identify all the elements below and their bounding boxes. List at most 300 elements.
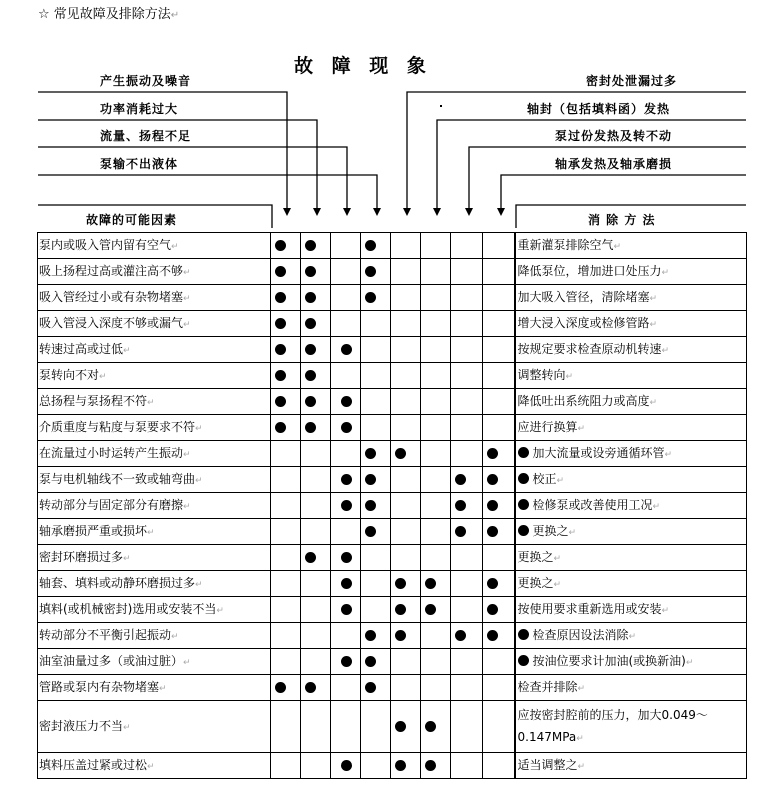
return-mark: ↵ bbox=[183, 449, 191, 460]
fault-dot bbox=[487, 578, 498, 589]
cause-cell bbox=[38, 415, 271, 441]
fault-dot bbox=[395, 604, 406, 615]
arrow-head-8 bbox=[497, 208, 505, 216]
symptom-cell-4 bbox=[361, 285, 391, 311]
cause-cell bbox=[38, 545, 271, 571]
symptom-cell-3 bbox=[331, 493, 361, 519]
symptom-cell-7 bbox=[451, 701, 483, 753]
symptom-cell-7 bbox=[451, 753, 483, 779]
remedy-text: 降低吐出系统阻力或高度 bbox=[517, 393, 650, 408]
remedy-text: 重新灌泵排除空气 bbox=[517, 237, 614, 252]
remedy-heading: 消 除 方 法 bbox=[588, 213, 656, 227]
table-row bbox=[38, 571, 747, 597]
symptom-cell-2 bbox=[301, 415, 331, 441]
fault-dot bbox=[455, 500, 466, 511]
arrow-head-7 bbox=[465, 208, 473, 216]
remedy-dot bbox=[518, 473, 529, 484]
return-mark: ↵ bbox=[577, 683, 586, 694]
cause-text: 填料压盖过紧或过松 bbox=[39, 757, 148, 772]
symptom-cell-2 bbox=[301, 311, 331, 337]
symptom-cell-6 bbox=[421, 649, 451, 675]
symptom-cell-6 bbox=[421, 311, 451, 337]
symptom-cell-2 bbox=[301, 597, 331, 623]
remedy-dot bbox=[518, 447, 529, 458]
symptom-right-1: 密封处泄漏过多 bbox=[586, 74, 678, 88]
return-mark: ↵ bbox=[147, 761, 155, 772]
symptom-cell-8 bbox=[483, 493, 515, 519]
cause-cell bbox=[38, 441, 271, 467]
symptom-cell-8 bbox=[483, 545, 515, 571]
symptom-cell-6 bbox=[421, 519, 451, 545]
cause-cell bbox=[38, 337, 271, 363]
cause-cell bbox=[38, 519, 271, 545]
remedy-cell bbox=[515, 753, 747, 779]
return-mark: ↵ bbox=[183, 501, 191, 512]
fault-dot bbox=[341, 656, 352, 667]
fault-dot bbox=[395, 760, 406, 771]
remedy-cell bbox=[515, 389, 747, 415]
cause-cell bbox=[38, 311, 271, 337]
cause-text: 转动部分与固定部分有磨擦 bbox=[39, 497, 184, 512]
remedy-cell bbox=[515, 285, 747, 311]
return-mark: ↵ bbox=[661, 345, 670, 356]
symptom-cell-4 bbox=[361, 623, 391, 649]
symptom-left-2: 功率消耗过大 bbox=[100, 102, 179, 116]
fault-dot bbox=[455, 474, 466, 485]
symptom-cell-8 bbox=[483, 597, 515, 623]
symptom-cell-2 bbox=[301, 285, 331, 311]
return-mark: ↵ bbox=[685, 657, 694, 668]
symptom-cell-5 bbox=[391, 285, 421, 311]
symptom-cell-5 bbox=[391, 519, 421, 545]
remedy-text: 更换之 bbox=[532, 523, 569, 538]
fault-dot bbox=[365, 656, 376, 667]
return-mark: ↵ bbox=[649, 293, 658, 304]
table-row bbox=[38, 233, 747, 259]
return-mark: ↵ bbox=[123, 722, 131, 733]
return-mark: ↵ bbox=[195, 423, 203, 434]
return-mark: ↵ bbox=[576, 733, 584, 744]
table-row bbox=[38, 285, 747, 311]
symptom-cell-6 bbox=[421, 597, 451, 623]
symptom-cell-3 bbox=[331, 337, 361, 363]
table-row bbox=[38, 415, 747, 441]
symptom-cell-7 bbox=[451, 493, 483, 519]
symptom-cell-1 bbox=[271, 259, 301, 285]
symptom-cell-1 bbox=[271, 597, 301, 623]
symptom-cell-5 bbox=[391, 311, 421, 337]
fault-dot bbox=[365, 448, 376, 459]
symptom-cell-2 bbox=[301, 337, 331, 363]
symptom-cell-6 bbox=[421, 441, 451, 467]
fault-dot bbox=[365, 240, 376, 251]
symptom-cell-7 bbox=[451, 259, 483, 285]
symptom-cell-4 bbox=[361, 233, 391, 259]
fault-dot bbox=[275, 292, 286, 303]
fault-dot bbox=[341, 760, 352, 771]
symptom-cell-3 bbox=[331, 545, 361, 571]
symptom-cell-6 bbox=[421, 337, 451, 363]
fault-dot bbox=[275, 318, 286, 329]
symptom-cell-1 bbox=[271, 545, 301, 571]
symptom-cell-5 bbox=[391, 467, 421, 493]
symptom-cell-1 bbox=[271, 233, 301, 259]
remedy-cell bbox=[515, 441, 747, 467]
table-row bbox=[38, 311, 747, 337]
symptom-cell-7 bbox=[451, 285, 483, 311]
remedy-cell bbox=[515, 571, 747, 597]
return-mark: ↵ bbox=[183, 657, 191, 668]
symptom-cell-4 bbox=[361, 649, 391, 675]
symptom-cell-6 bbox=[421, 493, 451, 519]
cause-cell bbox=[38, 597, 271, 623]
table-row bbox=[38, 441, 747, 467]
symptom-cell-4 bbox=[361, 311, 391, 337]
return-mark: ↵ bbox=[553, 579, 562, 590]
symptom-cell-3 bbox=[331, 233, 361, 259]
symptom-cell-4 bbox=[361, 675, 391, 701]
symptom-cell-6 bbox=[421, 415, 451, 441]
return-mark: ↵ bbox=[183, 267, 191, 278]
leader-line-3 bbox=[38, 147, 347, 210]
symptom-cell-1 bbox=[271, 649, 301, 675]
symptom-cell-5 bbox=[391, 623, 421, 649]
remedy-text: 按使用要求重新选用或安装 bbox=[517, 601, 662, 616]
symptom-cell-3 bbox=[331, 753, 361, 779]
symptom-cell-3 bbox=[331, 597, 361, 623]
fault-dot bbox=[455, 526, 466, 537]
symptom-cell-3 bbox=[331, 259, 361, 285]
remedy-cell bbox=[515, 623, 747, 649]
table-row bbox=[38, 389, 747, 415]
symptom-main-title: 故 障 现 象 bbox=[294, 55, 432, 77]
symptom-cell-6 bbox=[421, 259, 451, 285]
symptom-cell-1 bbox=[271, 701, 301, 753]
cause-text: 填料(或机械密封)选用或安装不当 bbox=[39, 601, 217, 616]
fault-dot bbox=[365, 682, 376, 693]
cause-text: 泵转向不对 bbox=[39, 367, 100, 382]
cause-text: 转速过高或过低 bbox=[39, 341, 124, 356]
symptom-cell-2 bbox=[301, 675, 331, 701]
symptom-cell-5 bbox=[391, 441, 421, 467]
fault-dot bbox=[305, 240, 316, 251]
cause-cell bbox=[38, 649, 271, 675]
symptom-cell-8 bbox=[483, 675, 515, 701]
remedy-cell bbox=[515, 649, 747, 675]
table-row bbox=[38, 545, 747, 571]
return-mark: ↵ bbox=[99, 371, 107, 382]
fault-dot bbox=[275, 682, 286, 693]
fault-dot bbox=[275, 266, 286, 277]
symptom-left-1: 产生振动及噪音 bbox=[100, 74, 192, 88]
remedy-cell bbox=[515, 519, 747, 545]
fault-dot bbox=[425, 721, 436, 732]
fault-dot bbox=[305, 370, 316, 381]
cause-text: 管路或泵内有杂物堵塞 bbox=[39, 679, 160, 694]
return-mark: ↵ bbox=[123, 553, 131, 564]
remedy-text: 调整转向 bbox=[517, 367, 566, 382]
symptom-cell-1 bbox=[271, 753, 301, 779]
symptom-cell-2 bbox=[301, 233, 331, 259]
remedy-cell bbox=[515, 363, 747, 389]
cause-cell bbox=[38, 623, 271, 649]
fault-dot bbox=[365, 500, 376, 511]
symptom-cell-3 bbox=[331, 675, 361, 701]
remedy-dot bbox=[518, 629, 529, 640]
symptom-cell-4 bbox=[361, 441, 391, 467]
cause-text: 吸入管经过小或有杂物堵塞 bbox=[39, 289, 184, 304]
symptom-cell-1 bbox=[271, 623, 301, 649]
remedy-text: 检查原因设法消除 bbox=[532, 627, 629, 642]
fault-dot bbox=[305, 422, 316, 433]
return-mark: ↵ bbox=[147, 397, 155, 408]
symptom-cell-8 bbox=[483, 311, 515, 337]
symptom-cell-1 bbox=[271, 415, 301, 441]
remedy-cell bbox=[515, 493, 747, 519]
symptom-cell-8 bbox=[483, 753, 515, 779]
remedy-text: 校正 bbox=[532, 471, 557, 486]
speck bbox=[440, 105, 442, 107]
remedy-cell bbox=[515, 337, 747, 363]
return-mark: ↵ bbox=[216, 605, 224, 616]
symptom-cell-6 bbox=[421, 545, 451, 571]
fault-dot bbox=[341, 474, 352, 485]
symptom-cell-2 bbox=[301, 571, 331, 597]
symptom-cell-4 bbox=[361, 545, 391, 571]
fault-table bbox=[37, 232, 747, 779]
table-row bbox=[38, 753, 747, 779]
table-row bbox=[38, 597, 747, 623]
symptom-cell-6 bbox=[421, 571, 451, 597]
return-mark: ↵ bbox=[613, 241, 622, 252]
cause-text: 泵内或吸入管内留有空气 bbox=[39, 237, 172, 252]
symptom-cell-1 bbox=[271, 467, 301, 493]
symptom-cell-7 bbox=[451, 545, 483, 571]
symptom-cell-3 bbox=[331, 519, 361, 545]
symptom-cell-1 bbox=[271, 493, 301, 519]
symptom-cell-7 bbox=[451, 441, 483, 467]
symptom-right-3: 泵过份发热及转不动 bbox=[555, 129, 673, 143]
fault-dot bbox=[487, 448, 498, 459]
symptom-cell-5 bbox=[391, 597, 421, 623]
symptom-cell-4 bbox=[361, 571, 391, 597]
arrow-head-2 bbox=[313, 208, 321, 216]
cause-cell bbox=[38, 363, 271, 389]
cause-cell bbox=[38, 389, 271, 415]
arrow-head-6 bbox=[433, 208, 441, 216]
cause-cell bbox=[38, 233, 271, 259]
cause-text: 轴套、填料或动静环磨损过多 bbox=[39, 575, 196, 590]
symptom-cell-8 bbox=[483, 233, 515, 259]
symptom-cell-1 bbox=[271, 337, 301, 363]
cause-text: 介质重度与粘度与泵要求不符 bbox=[39, 419, 196, 434]
remedy-text: 检查并排除 bbox=[517, 679, 578, 694]
symptom-cell-2 bbox=[301, 623, 331, 649]
remedy-text: 适当调整之 bbox=[517, 757, 578, 772]
cause-text: 油室油量过多（或油过脏） bbox=[39, 653, 184, 668]
symptom-cell-2 bbox=[301, 701, 331, 753]
fault-dot bbox=[487, 500, 498, 511]
symptom-cell-6 bbox=[421, 701, 451, 753]
symptom-cell-7 bbox=[451, 233, 483, 259]
cause-text: 泵与电机轴线不一致或轴弯曲 bbox=[39, 471, 196, 486]
table-row bbox=[38, 623, 747, 649]
symptom-cell-4 bbox=[361, 337, 391, 363]
symptom-cell-7 bbox=[451, 597, 483, 623]
cause-text: 总扬程与泵扬程不符 bbox=[39, 393, 148, 408]
return-mark: ↵ bbox=[556, 475, 565, 486]
return-mark: ↵ bbox=[553, 553, 562, 564]
fault-dot bbox=[341, 500, 352, 511]
remedy-text: 更换之 bbox=[517, 549, 554, 564]
return-mark: ↵ bbox=[577, 761, 586, 772]
symptom-cell-1 bbox=[271, 285, 301, 311]
page-title-text: ☆ 常见故障及排除方法 bbox=[38, 7, 171, 22]
fault-dot bbox=[425, 604, 436, 615]
symptom-cell-5 bbox=[391, 363, 421, 389]
symptom-cell-6 bbox=[421, 233, 451, 259]
fault-dot bbox=[487, 630, 498, 641]
symptom-cell-7 bbox=[451, 337, 483, 363]
symptom-cell-2 bbox=[301, 363, 331, 389]
symptom-cell-6 bbox=[421, 363, 451, 389]
symptom-cell-4 bbox=[361, 597, 391, 623]
symptom-cell-6 bbox=[421, 753, 451, 779]
remedy-text: 检修泵或改善使用工况 bbox=[532, 497, 653, 512]
fault-dot bbox=[305, 396, 316, 407]
symptom-cell-3 bbox=[331, 571, 361, 597]
fault-dot bbox=[365, 630, 376, 641]
cause-cell bbox=[38, 259, 271, 285]
cause-text: 密封液压力不当 bbox=[39, 718, 124, 733]
arrow-head-4 bbox=[373, 208, 381, 216]
symptom-cell-1 bbox=[271, 311, 301, 337]
cause-cell bbox=[38, 701, 271, 753]
fault-dot bbox=[275, 370, 286, 381]
cause-text: 在流量过小时运转产生振动 bbox=[39, 445, 184, 460]
return-mark: ↵ bbox=[195, 579, 203, 590]
fault-dot bbox=[341, 396, 352, 407]
remedy-cell bbox=[515, 545, 747, 571]
fault-dot bbox=[275, 422, 286, 433]
symptom-cell-8 bbox=[483, 415, 515, 441]
return-mark: ↵ bbox=[628, 631, 637, 642]
fault-dot bbox=[395, 578, 406, 589]
symptom-cell-2 bbox=[301, 545, 331, 571]
fault-dot bbox=[305, 318, 316, 329]
symptom-cell-6 bbox=[421, 389, 451, 415]
remedy-cell bbox=[515, 233, 747, 259]
symptom-cell-1 bbox=[271, 363, 301, 389]
symptom-cell-5 bbox=[391, 233, 421, 259]
table-row bbox=[38, 337, 747, 363]
symptom-cell-7 bbox=[451, 623, 483, 649]
cause-heading: 故障的可能因素 bbox=[86, 213, 178, 227]
arrow-head-3 bbox=[343, 208, 351, 216]
symptom-cell-3 bbox=[331, 701, 361, 753]
fault-dot bbox=[395, 721, 406, 732]
symptom-cell-1 bbox=[271, 571, 301, 597]
symptom-left-3: 流量、扬程不足 bbox=[100, 129, 192, 143]
symptom-cell-2 bbox=[301, 649, 331, 675]
symptom-cell-8 bbox=[483, 467, 515, 493]
symptom-cell-5 bbox=[391, 675, 421, 701]
symptom-cell-4 bbox=[361, 467, 391, 493]
remedy-text: 加大流量或设旁通循环管 bbox=[532, 445, 665, 460]
cause-cell bbox=[38, 753, 271, 779]
symptom-cell-5 bbox=[391, 701, 421, 753]
fault-table-body bbox=[38, 233, 747, 779]
remedy-cell bbox=[515, 467, 747, 493]
symptom-cell-5 bbox=[391, 493, 421, 519]
remedy-dot bbox=[518, 655, 529, 666]
symptom-right-2: 轴封（包括填料函）发热 bbox=[527, 102, 671, 116]
return-mark: ↵ bbox=[170, 10, 180, 21]
table-row bbox=[38, 259, 747, 285]
fault-dot bbox=[365, 526, 376, 537]
symptom-cell-6 bbox=[421, 285, 451, 311]
symptom-cell-7 bbox=[451, 675, 483, 701]
symptom-cell-2 bbox=[301, 441, 331, 467]
remedy-dot bbox=[518, 525, 529, 536]
remedy-dot bbox=[518, 499, 529, 510]
cause-cell bbox=[38, 285, 271, 311]
table-row bbox=[38, 363, 747, 389]
return-mark: ↵ bbox=[123, 345, 131, 356]
fault-dot bbox=[341, 578, 352, 589]
symptom-cell-5 bbox=[391, 337, 421, 363]
symptom-cell-8 bbox=[483, 363, 515, 389]
fault-dot bbox=[365, 266, 376, 277]
remedy-cell bbox=[515, 415, 747, 441]
symptom-left-4: 泵输不出液体 bbox=[100, 157, 179, 171]
return-mark: ↵ bbox=[649, 397, 658, 408]
symptom-cell-2 bbox=[301, 519, 331, 545]
symptom-cell-8 bbox=[483, 623, 515, 649]
symptom-cell-8 bbox=[483, 649, 515, 675]
fault-dot bbox=[425, 760, 436, 771]
remedy-cell bbox=[515, 311, 747, 337]
symptom-cell-3 bbox=[331, 415, 361, 441]
symptom-cell-7 bbox=[451, 571, 483, 597]
symptom-cell-7 bbox=[451, 389, 483, 415]
symptom-cell-8 bbox=[483, 389, 515, 415]
return-mark: ↵ bbox=[565, 371, 574, 382]
symptom-cell-5 bbox=[391, 545, 421, 571]
fault-dot bbox=[275, 240, 286, 251]
symptom-cell-8 bbox=[483, 259, 515, 285]
fault-dot bbox=[275, 344, 286, 355]
symptom-cell-6 bbox=[421, 675, 451, 701]
remedy-cell bbox=[515, 701, 747, 753]
symptom-cell-1 bbox=[271, 389, 301, 415]
remedy-text: 按规定要求检查原动机转速 bbox=[517, 341, 662, 356]
cause-text: 密封环磨损过多 bbox=[39, 549, 124, 564]
fault-dot bbox=[341, 604, 352, 615]
fault-dot bbox=[487, 526, 498, 537]
return-mark: ↵ bbox=[159, 683, 167, 694]
remedy-text: 按油位要求计加油(或换新油) bbox=[532, 653, 686, 668]
symptom-cell-7 bbox=[451, 363, 483, 389]
symptom-right-4: 轴承发热及轴承磨损 bbox=[555, 157, 673, 171]
remedy-text: 降低泵位，增加进口处压力 bbox=[517, 263, 662, 278]
remedy-cell bbox=[515, 597, 747, 623]
return-mark: ↵ bbox=[568, 527, 577, 538]
return-mark: ↵ bbox=[664, 449, 673, 460]
arrow-head-1 bbox=[283, 208, 291, 216]
fault-dot bbox=[425, 578, 436, 589]
symptom-cell-4 bbox=[361, 389, 391, 415]
